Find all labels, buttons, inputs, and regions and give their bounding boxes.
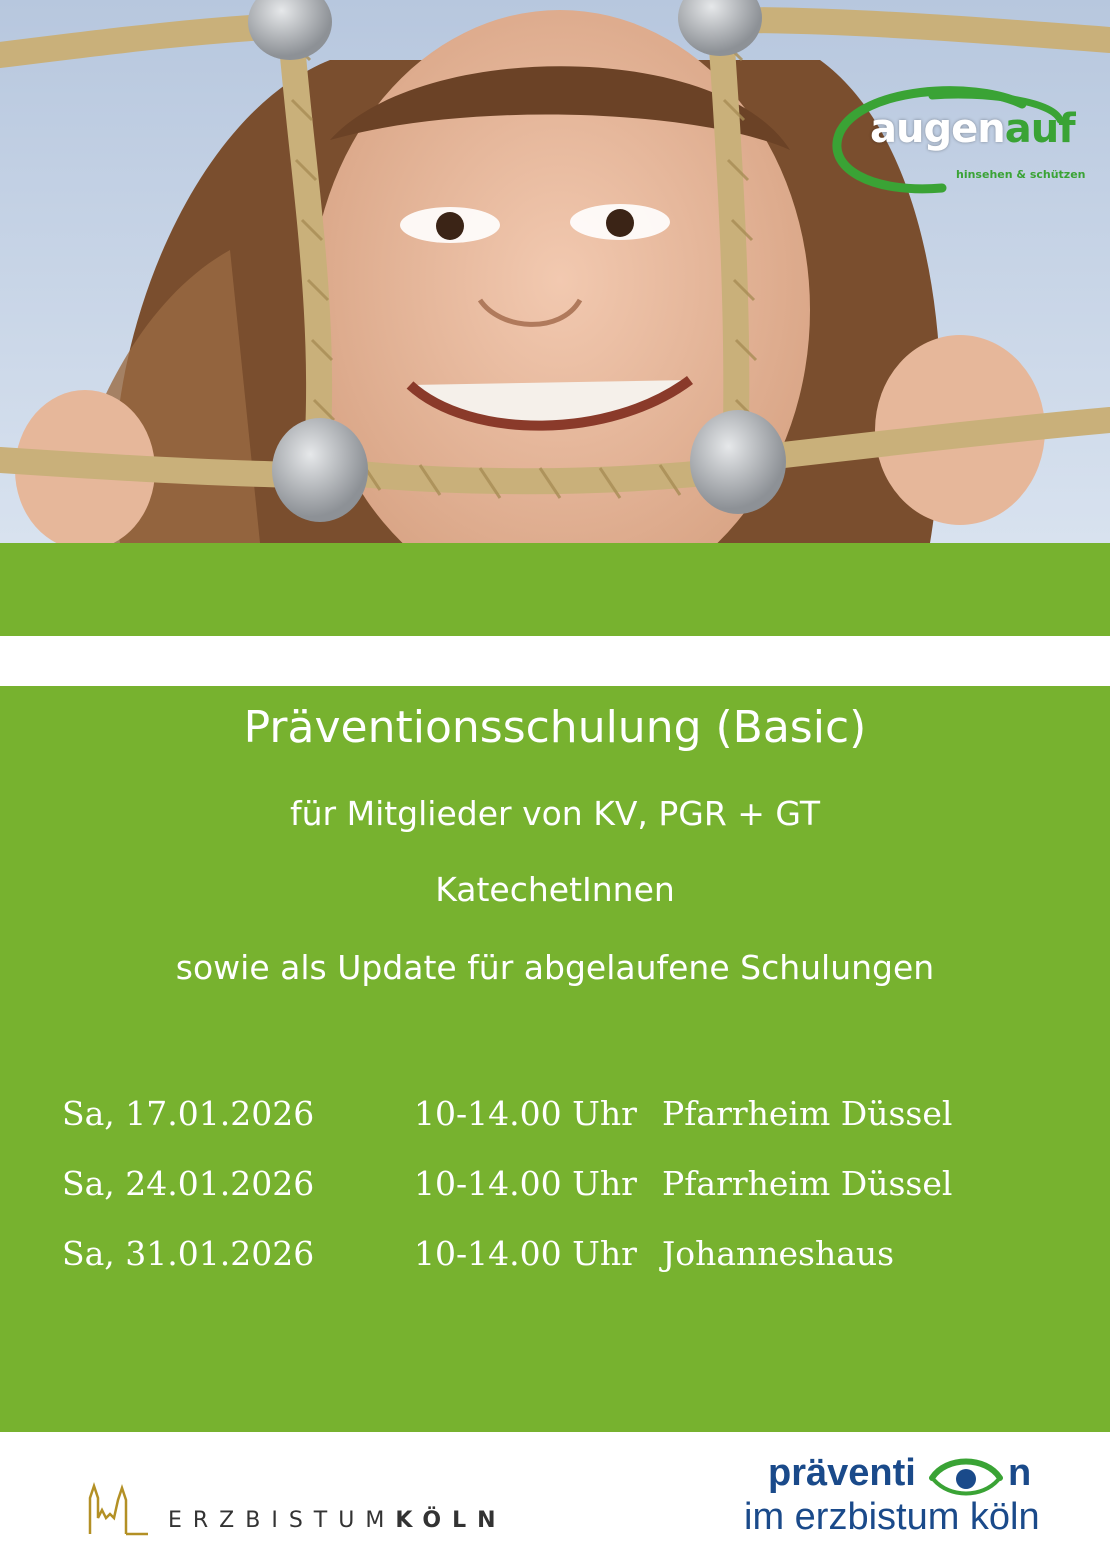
praevention-wordmark-a: präventi: [768, 1452, 916, 1494]
schedule-date: Sa, 17.01.2026: [62, 1094, 315, 1133]
eye-icon: [928, 1454, 1004, 1500]
praevention-wordmark-b: n: [1008, 1452, 1032, 1494]
footer: [0, 1432, 1110, 1563]
augenauf-tagline: hinsehen & schützen: [956, 168, 1086, 181]
green-info-panel: [0, 686, 1110, 1432]
schedule-row: [0, 1094, 1110, 1144]
schedule-date: Sa, 24.01.2026: [62, 1164, 315, 1203]
praevention-logo: [740, 1444, 1080, 1554]
header-photo: [0, 0, 1110, 543]
schedule-time: 10-14.00 Uhr: [414, 1094, 637, 1133]
erzbistum-wordmark: ERZBISTUMKÖLN: [168, 1508, 507, 1533]
event-title: Präventionsschulung (Basic): [243, 702, 867, 753]
augenauf-logo: [822, 86, 1086, 196]
schedule-date: Sa, 31.01.2026: [62, 1234, 315, 1273]
schedule-place: Pfarrheim Düssel: [662, 1094, 953, 1133]
audience-line-catechists: KatechetInnen: [435, 870, 675, 909]
schedule-time: 10-14.00 Uhr: [414, 1164, 637, 1203]
schedule-place: Johanneshaus: [662, 1234, 895, 1273]
update-line: sowie als Update für abgelaufene Schulungen: [175, 948, 935, 987]
augenauf-wordmark: augenauf: [870, 106, 1075, 152]
child-photo-illustration: [0, 0, 1110, 543]
green-band-top: [0, 543, 1110, 636]
schedule-place: Pfarrheim Düssel: [662, 1164, 953, 1203]
schedule-row: [0, 1234, 1110, 1284]
praevention-subline: im erzbistum köln: [744, 1496, 1040, 1538]
schedule-row: [0, 1164, 1110, 1214]
schedule-time: 10-14.00 Uhr: [414, 1234, 637, 1273]
audience-line: für Mitglieder von KV, PGR + GT: [290, 794, 820, 833]
